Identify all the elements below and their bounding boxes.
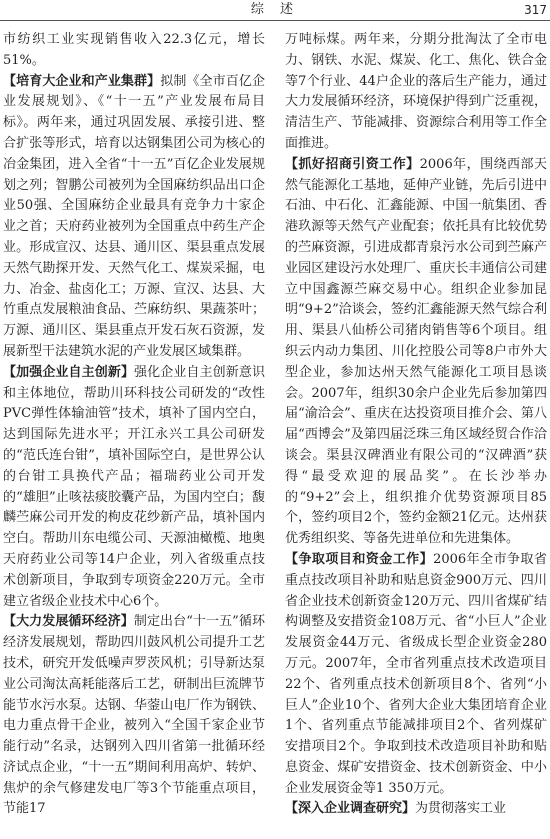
- paragraph-text: 2006年全市争取省重点技改项目补助和贴息资金900万元、四川省企业技术创新资金120万元、四川省煤矿结构调整及安措资金108万元、省“小巨人”企业发展资金44万元、省级成长型企业资金280万元。2007年，全市省列重点技术改造项目22个、省列重点技术创新项目8个、省列“小巨人”企业10个、省列大企业大集团培育企业1个、省列重点节能减排项目2个、省列煤矿安措项目2个。争取到技术改造项目补助和贴息资金、煤矿安措资金、技术创新资金、中小企业发展资金等1 350万元。: [285, 551, 547, 796]
- paragraph: 【争取项目和资金工作】2006年全市争取省重点技改项目补助和贴息资金900万元、四川省企业技术创新资金120万元、四川省煤矿结构调整及安措资金108万元、省“小巨人”企业发展资金44万元、省级成长型企业资金280万元。2007年，全市省列重点技术改造项目22个、省列重点技术创新项目8个、省列“小巨人”企业10个、省列大企业大集团培育企业1个、省列重点节能减排项目2个、省列煤矿安措项目2个。争取到技术改造项目补助和贴息资金、煤矿安措资金、技术创新资金、中小企业发展资金等1 350万元。: [285, 551, 547, 796]
- paragraph: 【加强企业自主创新】强化企业自主创新意识和主体地位，帮助川环科技公司研发的“改性PVC弹性体输油管”技术，填补了国内空白，达到国际先进水平；开江永兴工具公司研发的“范氏连台钳”，填补国际空白，是世界公认的台钳工具换代产品；福瑞药业公司开发的“雄胆”止咳祛痰胶囊产品，为国内空白；馥麟苎麻公司开发的枸皮花纱新产品，填补国内空白。帮助川东电缆公司、天源油橄榄、地奥天府药业公司等14户企业，列入省级重点技术创新项目，争取到专项资金220万元。全市建立省级企业技术中心6个。: [3, 364, 265, 609]
- paragraph: 【大力发展循环经济】制定出台“十一五”循环经济发展规划，帮助四川鼓风机公司提升工艺技术，研究开发低噪声罗茨风机；引导新达泵业公司淘汰高耗能落后工艺，研制出巨流牌节能节水污水泵。达钢、华蓥山电厂作为钢铁、电力重点骨干企业，被列入“全国千家企业节能行动”名录，达钢列入四川省第一批循环经济试点企业，“十一五”期间利用高炉、转炉、焦炉的余气修建发电厂等3个节能重点项目，节能17: [3, 614, 265, 817]
- paragraph-text: 拟制《全市百亿企业发展规划》、《“十一五”产业发展布局目标》。两年来，通过巩固发展、承接引进、整合扩张等形式，培育以达钢集团公司为核心的冶金集团，进入全省“十一五”百亿企业发展规划之列；智鹏公司被列为全国麻纺织品出口企业50强、全国麻纺企业最具有竞争力十家企业之首；天府药业被列为全国重点中药生产企业。形成宣汉、达县、通川区、渠县重点发展天然气勘探开发、天然气化工、煤炭采掘，电力、冶金、盐卤化工；万源、宣汉、达县、大竹重点发展粮油食品、苎麻纺织、果蔬茶叶；万源、通川区、渠县重点开发石灰石资源，发展新型干法建筑水泥的产业发展区域集群。: [3, 73, 265, 359]
- section-title: 综 述: [250, 2, 300, 17]
- section-heading: 争取项目和资金工作: [298, 551, 420, 567]
- section-heading: 抓好招商引资工作: [298, 156, 407, 172]
- section-heading: 深入企业调查研究: [298, 801, 403, 817]
- paragraph: [3, 30, 265, 72]
- right-column: [285, 30, 547, 820]
- running-head: [0, 0, 550, 21]
- section-heading: 培育大企业和产业集群: [16, 73, 148, 89]
- paragraph-text: 制定出台“十一五”循环经济发展规划，帮助四川鼓风机公司提升工艺技术，研究开发低噪声罗茨风机；引导新达泵业公司淘汰高耗能落后工艺，研制出巨流牌节能节水污水泵。达钢、华蓥山电厂作为钢铁、电力重点骨干企业，被列入“全国千家企业节能行动”名录，达钢列入四川省第一批循环经济试点企业，“十一五”期间利用高炉、转炉、焦炉的余气修建发电厂等3个节能重点项目，节能17: [3, 614, 265, 817]
- page-number: 317: [524, 3, 547, 17]
- paragraph: 【深入企业调查研究】为贯彻落实工业: [285, 801, 507, 817]
- section-heading: 大力发展循环经济: [16, 614, 121, 630]
- paragraph-text: 强化企业自主创新意识和主体地位，帮助川环科技公司研发的“改性PVC弹性体输油管”技术，填补了国内空白，达到国际先进水平；开江永兴工具公司研发的“范氏连台钳”，填补国际空白，是世界公认的台钳工具换代产品；福瑞药业公司开发的“雄胆”止咳祛痰胶囊产品，为国内空白；馥麟苎麻公司开发的枸皮花纱新产品，填补国内空白。帮助川东电缆公司、天源油橄榄、地奥天府药业公司等14户企业，列入省级重点技术创新项目，争取到专项资金220万元。全市建立省级企业技术中心6个。: [3, 364, 265, 609]
- paragraph-text: 为贯彻落实工业: [415, 801, 507, 817]
- paragraph: 【抓好招商引资工作】2006年，围绕西部天然气能源化工基地，延伸产业链，先后引进中石油、中石化、汇鑫能源、中国一航集团、香港玖源等天然气产业配套；依托具有比较优势的苎麻资源，引进成都青泉污水公司到苎麻产业园区建设污水处理厂、重庆长丰通信公司建立中国鑫源苎麻交易中心。组织企业参加昆明“9+2”洽谈会，签约汇鑫能源天然气综合利用、渠县八仙桥公司猪肉销售等6个项目。组织云内动力集团、川化控股公司等8户市外大型企业，参加达州天然气能源化工项目恳谈会。2007年，组织30余户企业先后参加第四届“渝洽会”、重庆在达投资项目推介会、第八届“西博会”及第四届泛珠三角区域经贸合作洽谈会。渠县汉碑酒业有限公司的“汉碑酒”获得“最受欢迎的展品奖”。在长沙举办的“9+2”会上，组织推介优势资源项目85个，签约项目2个，签约金额21亿元。达州获优秀组织奖、等备先进单位和先进集体。: [285, 156, 547, 547]
- paragraph-text: 2006年，围绕西部天然气能源化工基地，延伸产业链，先后引进中石油、中石化、汇鑫能源、中国一航集团、香港玖源等天然气产业配套；依托具有比较优势的苎麻资源，引进成都青泉污水公司到苎麻产业园区建设污水处理厂、重庆长丰通信公司建立中国鑫源苎麻交易中心。组织企业参加昆明“9+2”洽谈会，签约汇鑫能源天然气综合利用、渠县八仙桥公司猪肉销售等6个项目。组织云内动力集团、川化控股公司等8户市外大型企业，参加达州天然气能源化工项目恳谈会。2007年，组织30余户企业先后参加第四届“渝洽会”、重庆在达投资项目推介会、第八届“西博会”及第四届泛珠三角区域经贸合作洽谈会。渠县汉碑酒业有限公司的“汉碑酒”获得“最受欢迎的展品奖”。在长沙举办的“9+2”会上，组织推介优势资源项目85个，签约项目2个，签约金额21亿元。达州获优秀组织奖、等备先进单位和先进集体。: [285, 156, 547, 547]
- paragraph: [285, 30, 547, 155]
- section-heading: 加强企业自主创新: [16, 364, 121, 380]
- paragraph-text: 万吨标煤。两年来，分期分批淘汰了全市电力、钢铁、水泥、煤炭、化工、焦化、铁合金等7个行业、44户企业的落后生产能力，通过大力发展循环经济，环境保护得到广泛重视，清洁生产、节能减排、资源综合利用等工作全面推进。: [285, 32, 547, 151]
- paragraph-text: 市纺织工业实现销售收入22.3亿元，增长51%。: [3, 32, 265, 68]
- left-column: [3, 30, 265, 820]
- paragraph: 【培育大企业和产业集群】拟制《全市百亿企业发展规划》、《“十一五”产业发展布局目标》。两年来，通过巩固发展、承接引进、整合扩张等形式，培育以达钢集团公司为核心的冶金集团，进入全省“十一五”百亿企业发展规划之列；智鹏公司被列为全国麻纺织品出口企业50强、全国麻纺企业最具有竞争力十家企业之首；天府药业被列为全国重点中药生产企业。形成宣汉、达县、通川区、渠县重点发展天然气勘探开发、天然气化工、煤炭采掘，电力、冶金、盐卤化工；万源、宣汉、达县、大竹重点发展粮油食品、苎麻纺织、果蔬茶叶；万源、通川区、渠县重点开发石灰石资源，发展新型干法建筑水泥的产业发展区域集群。: [3, 73, 265, 359]
